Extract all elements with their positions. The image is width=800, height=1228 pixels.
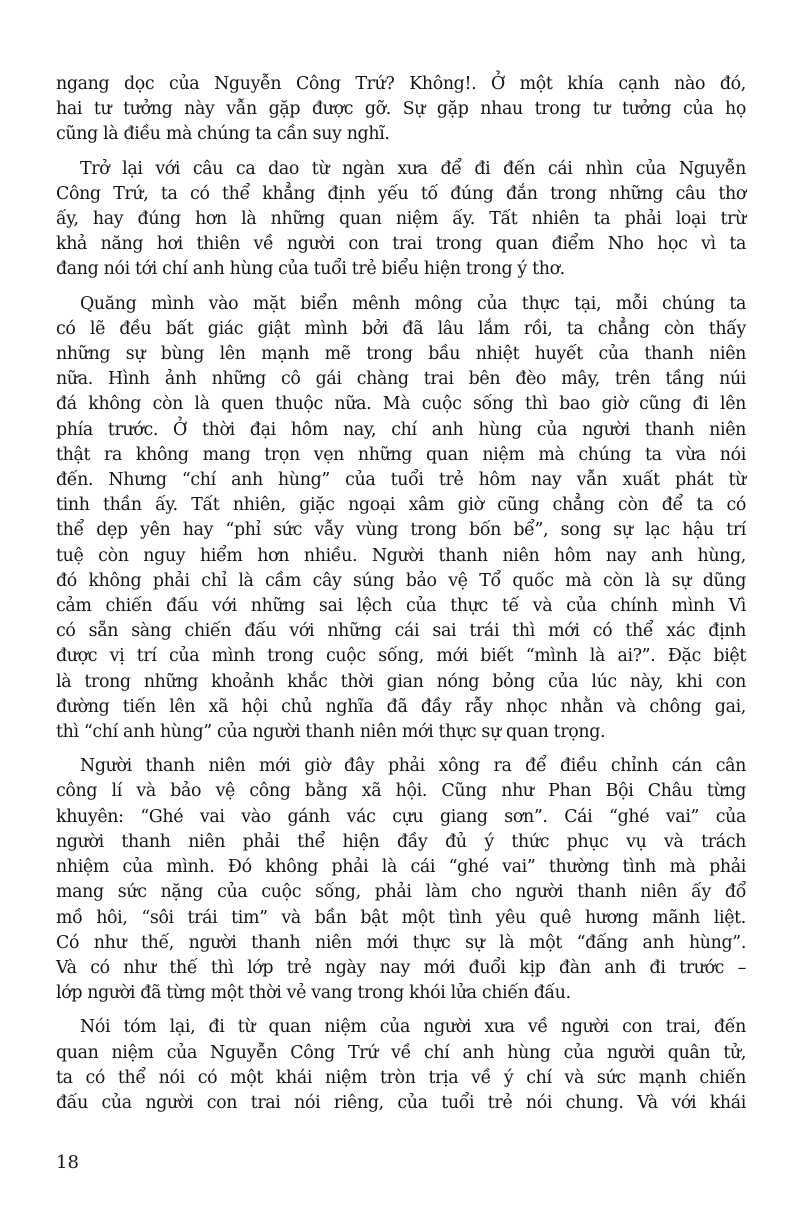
text-line: ta có thể nói có một khái niệm tròn trịa về ý chí và sức mạnh chiến (56, 1067, 746, 1088)
text-line: có sẵn sàng chiến đấu với những cái sai trái thì mới có thể xác định (56, 621, 746, 642)
text-line: nhiệm của mình. Đó không phải là cái “ghé vai” thường tình mà phải (56, 857, 746, 878)
text-line: phía trước. Ở thời đại hôm nay, chí anh hùng của người thanh niên (56, 419, 746, 440)
text-line: đó không phải chỉ là cầm cây súng bảo vệ Tổ quốc mà còn là sự dũng (56, 570, 746, 591)
text-line: tuệ còn nguy hiểm hơn nhiều. Người thanh niên hôm nay anh hùng, (56, 545, 746, 566)
page-number: 18 (56, 1152, 79, 1173)
text-line: là trong những khoảnh khắc thời gian nóng bỏng của lúc này, khi con (56, 671, 746, 692)
text-line: đang nói tới chí anh hùng của tuổi trẻ biểu hiện trong ý thơ. (56, 259, 565, 280)
text-line: tinh thần ấy. Tất nhiên, giặc ngoại xâm giờ cũng chẳng còn để ta có (56, 495, 746, 516)
text-line: ấy, hay đúng hơn là những quan niệm ấy. Tất nhiên ta phải loại trừ (56, 209, 746, 230)
text-line: mang sức nặng của cuộc sống, phải làm cho người thanh niên ấy đổ (56, 882, 746, 903)
paragraph-1 (56, 72, 746, 148)
text-line: ngang dọc của Nguyễn Công Trứ? Không!. Ở một khía cạnh nào đó, (56, 74, 746, 94)
text-line: đường tiến lên xã hội chủ nghĩa đã đầy rẫy nhọc nhằn và chông gai, (56, 696, 746, 717)
text-line: cảm chiến đấu với những sai lệch của thực tế và của chính mình Vì (56, 596, 746, 617)
text-line: lớp người đã từng một thời vẻ vang trong khói lửa chiến đấu. (56, 983, 571, 1004)
page-body (56, 72, 746, 1125)
text-line: Có như thế, người thanh niên mới thực sự là một “đấng anh hùng”. (56, 932, 746, 953)
text-line: công lí và bảo vệ công bằng xã hội. Cũng như Phan Bội Châu từng (56, 781, 746, 802)
text-line: Nói tóm lại, đi từ quan niệm của người xưa về người con trai, đến (80, 1017, 746, 1038)
text-line: mồ hôi, “sôi trái tim” và bần bật một tình yêu quê hương mãnh liệt. (56, 907, 746, 928)
text-line: đến. Nhưng “chí anh hùng” của tuổi trẻ hôm nay vẫn xuất phát từ (56, 470, 746, 491)
text-line: nữa. Hình ảnh những cô gái chàng trai bên đèo mây, trên tầng núi (56, 369, 746, 390)
text-line: được vị trí của mình trong cuộc sống, mới biết “mình là ai?”. Đặc biệt (56, 646, 746, 667)
text-line: người thanh niên phải thể hiện đầy đủ ý thức phục vụ và trách (56, 831, 746, 852)
paragraph-3 (56, 292, 746, 746)
text-line: Trở lại với câu ca dao từ ngàn xưa để đi đến cái nhìn của Nguyễn (80, 158, 746, 179)
text-line: cũng là điều mà chúng ta cần suy nghĩ. (56, 124, 390, 145)
text-line: Quăng mình vào mặt biển mênh mông của thực tại, mỗi chúng ta (80, 293, 746, 314)
text-line: hai tư tưởng này vẫn gặp được gỡ. Sự gặp nhau trong tư tưởng của họ (56, 99, 746, 120)
paragraph-5 (56, 1015, 746, 1116)
text-line: thì “chí anh hùng” của người thanh niên mới thực sự quan trọng. (56, 722, 606, 743)
text-line: Và có như thế thì lớp trẻ ngày nay mới đuổi kịp đàn anh đi trước – (56, 957, 746, 978)
text-line: Người thanh niên mới giờ đây phải xông ra để điều chỉnh cán cân (80, 756, 746, 777)
text-line: khả năng hơi thiên về người con trai trong quan điểm Nho học vì ta (56, 234, 746, 255)
text-line: đấu của người con trai nói riêng, của tuổi trẻ nói chung. Và với khái (56, 1092, 746, 1113)
paragraph-2 (56, 157, 746, 283)
text-line: có lẽ đều bất giác giật mình bởi đã lâu lắm rồi, ta chẳng còn thấy (56, 318, 746, 339)
text-line: Công Trứ, ta có thể khẳng định yếu tố đúng đắn trong những câu thơ (56, 183, 746, 204)
text-line: khuyên: “Ghé vai vào gánh vác cựu giang sơn”. Cái “ghé vai” của (56, 806, 746, 827)
text-line: quan niệm của Nguyễn Công Trứ về chí anh hùng của người quân tử, (56, 1042, 746, 1063)
text-line: đá không còn là quen thuộc nữa. Mà cuộc sống thì bao giờ cũng đi lên (56, 394, 746, 415)
text-line: thật ra không mang trọn vẹn những quan niệm mà chúng ta vừa nói (56, 444, 746, 465)
text-line: những sự bùng lên mạnh mẽ trong bầu nhiệt huyết của thanh niên (56, 344, 746, 365)
text-line: thể dẹp yên hay “phỉ sức vẫy vùng trong bốn bể”, song sự lạc hậu trí (56, 520, 746, 541)
paragraph-4 (56, 754, 746, 1006)
